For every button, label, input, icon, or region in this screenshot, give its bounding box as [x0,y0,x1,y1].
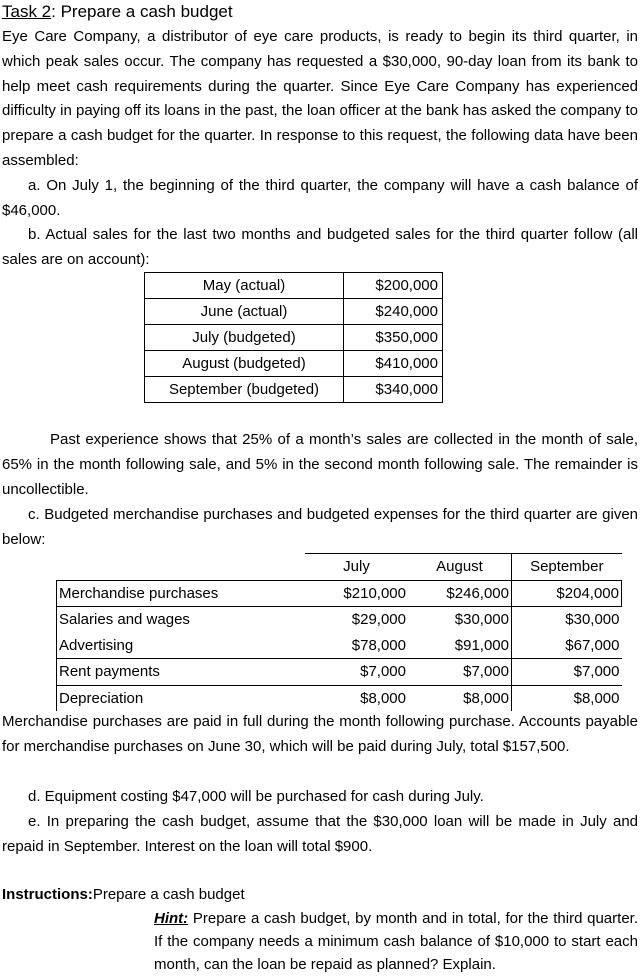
table-row [145,351,443,377]
expense-label: Salaries and wages [57,607,306,633]
hint-label: Hint: [154,910,189,927]
table-row [145,299,443,325]
sales-month-label: July (budgeted) [145,325,344,351]
table-row [57,659,622,686]
sales-month-label: May (actual) [145,273,344,299]
expense-value: $29,000 [351,611,406,629]
sales-value: $340,000 [344,377,443,403]
expense-label: Depreciation [57,685,306,711]
hint-paragraph [154,907,638,976]
column-header: August [408,554,512,581]
table-row [57,580,622,607]
expense-label: Advertising [57,633,306,659]
sales-value: $410,000 [344,351,443,377]
sales-value: $350,000 [344,325,443,351]
table-row [145,377,443,403]
sales-month-label: August (budgeted) [145,351,344,377]
expense-value: $30,000 [408,607,512,633]
instructions [2,884,245,906]
item-d: d. Equipment costing $47,000 will be purchased for cash during July. [28,788,484,805]
expense-value: $204,000 [512,580,622,607]
expense-value: $246,000 [408,580,512,607]
expense-table [56,553,622,711]
expense-value: $7,000 [512,659,622,686]
expense-value: $7,000 [408,659,512,686]
expense-value: $67,000 [565,636,620,654]
sales-table [144,272,443,403]
sales-value: $200,000 [344,273,443,299]
table-row [57,633,622,659]
table-row [57,685,622,711]
task-title-text: : Prepare a cash budget [51,2,233,21]
expense-value: $8,000 [408,685,512,711]
item-c: c. Budgeted merchandise purchases and budgeted expenses for the third quarter are given below: [2,506,638,548]
column-header: July [305,554,408,581]
expense-label: Merchandise purchases [57,580,306,607]
sales-value: $240,000 [344,299,443,325]
expense-value: $91,000 [408,633,512,659]
hint-text: Prepare a cash budget, by month and in total, for the third quarter. If the company needs a minimum cash balance of $10,000 to start each month, can the loan be repaid as planned? Explain. [154,910,638,973]
item-a: a. On July 1, the beginning of the third quarter, the company will have a cash balance of $46,000. [2,177,638,219]
sales-month-label: June (actual) [145,299,344,325]
item-e: e. In preparing the cash budget, assume that the $30,000 loan will be made in July and repaid in September. Interest on the loan will total $900. [2,813,638,855]
table-row [57,607,622,633]
expense-value: $78,000 [351,636,406,654]
expense-value: $30,000 [565,611,620,629]
purchases-paragraph: Merchandise purchases are paid in full during the month following purchase. Accounts payable for merchandise purchases on June 30, which will be paid during July, total $157,500. [2,713,638,755]
table-header-row [57,554,622,581]
task-label: Task 2 [2,2,52,21]
expense-value: $8,000 [305,685,408,711]
expense-label: Rent payments [57,659,306,686]
intro-paragraph: Eye Care Company, a distributor of eye care products, is ready to begin its third quarter, in which peak sales occur. The company has requested a $30,000, 90-day loan from its bank to help meet cash requirements during the quarter. Since Eye Care Company has experienced difficulty in paying off its loans in the past, the loan officer at the bank has asked the company to prepare a cash budget for the quarter. In response to this request, the following data have been assembled: [2,28,638,169]
column-header: September [512,554,622,581]
item-b: b. Actual sales for the last two months and budgeted sales for the third quarter follow (all sales are on account): [2,226,638,268]
table-row [145,325,443,351]
task-title [2,1,233,23]
expense-value: $7,000 [305,659,408,686]
expense-value: $210,000 [305,580,408,607]
instructions-text: Prepare a cash budget [92,886,245,903]
instructions-label: Instructions: [2,886,93,903]
expense-value: $8,000 [512,685,622,711]
table-row [145,273,443,299]
sales-month-label: September (budgeted) [145,377,344,403]
collection-paragraph: Past experience shows that 25% of a month’s sales are collected in the month of sale, 65% in the month following sale, and 5% in the second month following sale. The remainder is uncollectible. [2,431,638,498]
